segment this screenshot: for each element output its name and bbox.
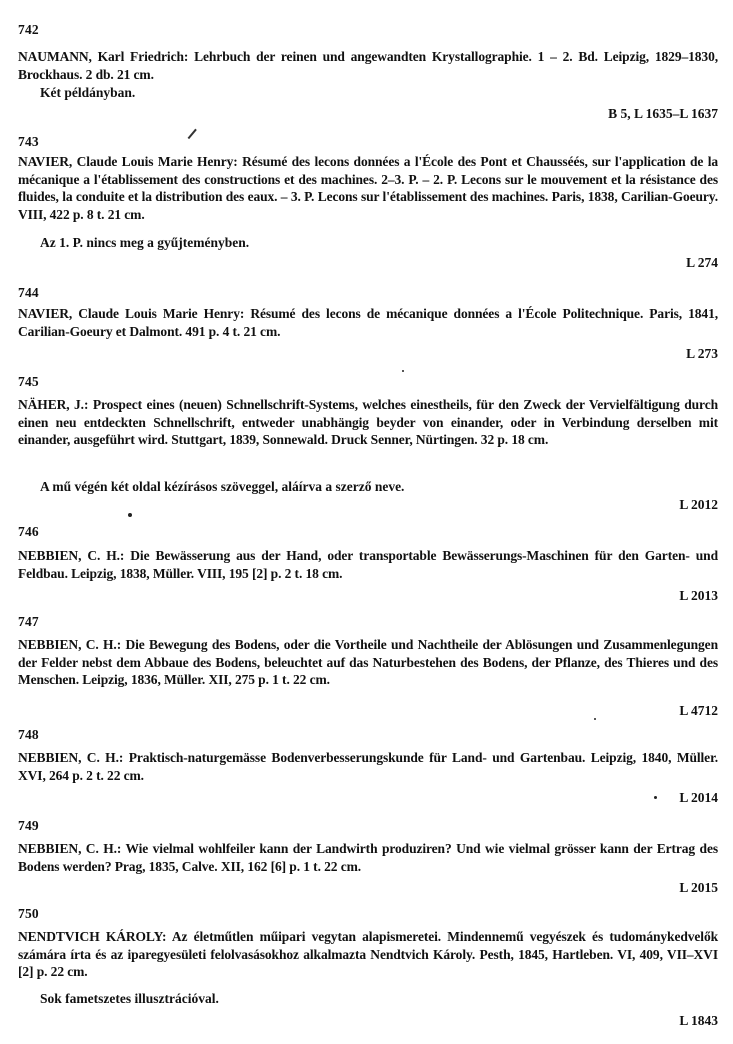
scan-speck	[654, 796, 657, 799]
scan-stroke	[188, 129, 197, 139]
shelf-mark: L 2014	[679, 790, 718, 805]
shelf-mark: B 5, L 1635–L 1637	[608, 106, 718, 121]
entry-number: 746	[18, 524, 39, 539]
shelf-mark: L 2013	[679, 588, 718, 603]
scan-speck	[402, 370, 404, 372]
shelf-mark: L 2012	[679, 497, 718, 512]
shelf-mark: L 274	[686, 255, 718, 270]
entry-number: 744	[18, 285, 39, 300]
entry-text: NEBBIEN, C. H.: Die Bewegung des Bodens, oder die Vortheile und Nachtheile der Ablösungen und Zusammenlegungen der Felder nebst dem Abbaue des Bodens, beleuchtet auf das Naturbestehen des Bodens, der Pflanze, des Thieres und des Menschen. Leipzig, 1836, Müller. XII, 275 p. 1 t. 22 cm.	[18, 637, 718, 687]
entry-text: NAVIER, Claude Louis Marie Henry: Résumé des lecons données a l'École des Pont et Chausséés, sur l'application de la mécanique a l'établissement des constructions et des machines. 2–3. P. – 2. P. Lecons sur le mouvement et la résistance des fluides, la conduite et la distribution des eaux. – 3. P. Lecons sur l'établissement des machines. Paris, 1838, Carilian-Goeury. VIII, 422 p. 8 t. 21 cm.	[18, 154, 718, 222]
entry-number: 747	[18, 614, 39, 629]
entry-number: 749	[18, 818, 39, 833]
shelf-mark: L 4712	[679, 703, 718, 718]
entry-text: NAUMANN, Karl Friedrich: Lehrbuch der reinen und angewandten Krystallographie. 1 – 2. Bd. Leipzig, 1829–1830, Brockhaus. 2 db. 21 cm.	[18, 49, 718, 82]
entry-number: 745	[18, 374, 39, 389]
entry-text: NENDTVICH KÁROLY: Az életműtlen műipari vegytan alapismeretei. Mindennemű vegyészek és tudománykedvelők számára írta és az iparegyesületi felolvasásokhoz alkalmazta Nendtvich Károly. Pesth, 1845, Hartleben. VI, 409, VII–XVI [2] p. 22 cm.	[18, 929, 718, 979]
entry-number: 748	[18, 727, 39, 742]
entry-note: Az 1. P. nincs meg a gyűjteményben.	[40, 235, 250, 250]
entry-note: Két példányban.	[40, 85, 136, 100]
scan-speck	[594, 718, 596, 720]
scan-speck	[128, 513, 132, 517]
shelf-mark: L 2015	[679, 880, 718, 895]
entry-number: 743	[18, 134, 39, 149]
entry-number: 750	[18, 906, 39, 921]
entry-text: NÄHER, J.: Prospect eines (neuen) Schnellschrift-Systems, welches einestheils, für den Zweck der Vervielfältigung durch einen neu entdeckten Schnellschrift, entweder unabhängig beyder von einander, oder in Verbindung derselben mit einander, ausgeführt wird. Stuttgart, 1839, Sonnewald. Druck Senner, Nürtingen. 32 p. 18 cm.	[18, 397, 718, 447]
shelf-mark: L 273	[686, 346, 718, 361]
entry-text: NAVIER, Claude Louis Marie Henry: Résumé des lecons de mécanique données a l'École Politechnique. Paris, 1841, Carilian-Goeury et Dalmont. 491 p. 4 t. 21 cm.	[18, 306, 718, 339]
entry-number: 742	[18, 22, 39, 37]
entry-note: A mű végén két oldal kézírásos szöveggel, aláírva a szerző neve.	[40, 479, 405, 494]
catalog-page	[18, 0, 718, 1044]
entry-text: NEBBIEN, C. H.: Praktisch-naturgemässe Bodenverbesserungskunde für Land- und Gartenbau. Leipzig, 1840, Müller. XVI, 264 p. 2 t. 22 cm.	[18, 750, 718, 783]
entry-text: NEBBIEN, C. H.: Wie vielmal wohlfeiler kann der Landwirth produziren? Und wie vielmal grösser kann der Ertrag des Bodens werden? Prag, 1835, Calve. XII, 162 [6] p. 1 t. 22 cm.	[18, 841, 718, 874]
entry-text: NEBBIEN, C. H.: Die Bewässerung aus der Hand, oder transportable Bewässerungs-Maschinen für den Garten- und Feldbau. Leipzig, 1838, Müller. VIII, 195 [2] p. 2 t. 18 cm.	[18, 548, 718, 581]
entry-note: Sok fametszetes illusztrációval.	[40, 991, 219, 1006]
shelf-mark: L 1843	[679, 1013, 718, 1028]
